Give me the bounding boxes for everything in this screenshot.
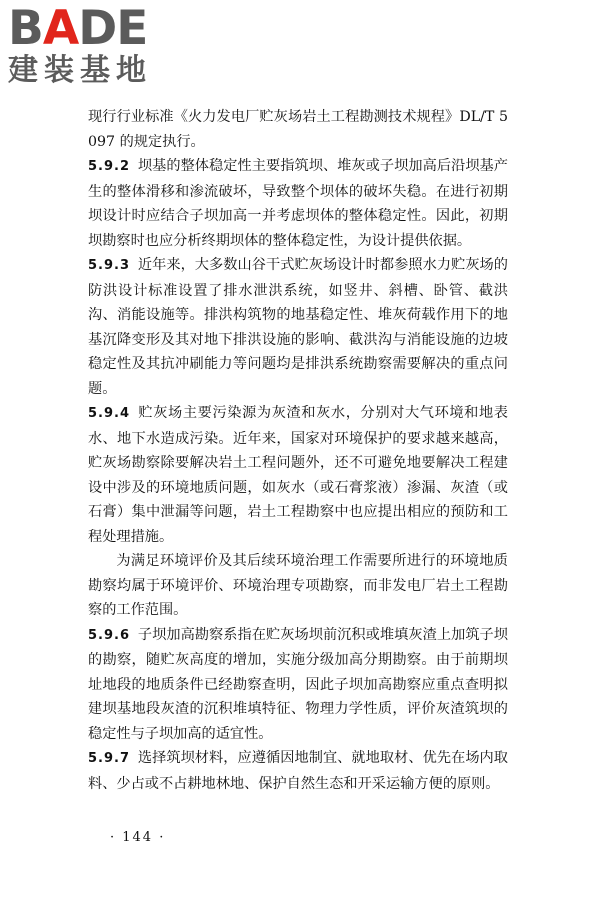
paragraph-text: 为满足环境评价及其后续环境治理工作需要所进行的环境地质勘察均属于环境评价、环境治理专项勘察，而非发电厂岩土工程勘察的工作范围。 bbox=[88, 553, 508, 618]
section-5-9-3 bbox=[88, 253, 508, 401]
section-number: 5.9.4 bbox=[88, 406, 131, 421]
logo bbox=[8, 1, 183, 92]
logo-letter-a: A bbox=[42, 1, 79, 56]
paragraph-text: 近年来，大多数山谷干式贮灰场设计时都参照水力贮灰场的防洪设计标准设置了排水泄洪系统，如竖井、斜槽、卧管、截洪沟、消能设施等。排洪构筑物的地基稳定性、堆灰荷载作用下的地基沉降变形及其对地下排洪设施的影响、截洪沟与消能设施的边坡稳定性及其抗冲刷能力等问题均是排洪系统勘察需要解决的重点问题。 bbox=[88, 257, 508, 397]
section-5-9-7 bbox=[88, 746, 508, 796]
section-5-9-2 bbox=[88, 154, 508, 253]
page-number: · 144 · bbox=[110, 830, 166, 845]
paragraph-continuation bbox=[88, 105, 508, 154]
logo-wordmark bbox=[8, 1, 148, 56]
section-number: 5.9.7 bbox=[88, 751, 131, 766]
paragraph-text: 贮灰场主要污染源为灰渣和灰水，分别对大气环境和地表水、地下水造成污染。近年来，国家对环境保护的要求越来越高，贮灰场勘察除要解决岩土工程问题外，还不可避免地要解决工程建设中涉及的环境地质问题，如灰水（或石膏浆液）渗漏、灰渣（或石膏）集中泄漏等问题，岩土工程勘察中也应提出相应的预防和工程处理措施。 bbox=[88, 405, 508, 545]
section-5-9-6 bbox=[88, 623, 508, 747]
paragraph-environment bbox=[88, 549, 508, 623]
logo-letters-de: DE bbox=[78, 1, 148, 56]
paragraph-text: 选择筑坝材料，应遵循因地制宜、就地取材、优先在场内取料、少占或不占耕地林地、保护自然生态和开采运输方便的原则。 bbox=[88, 750, 508, 792]
document-body bbox=[88, 105, 508, 796]
section-number: 5.9.6 bbox=[88, 627, 131, 643]
logo-subtitle: 建装基地 bbox=[8, 53, 152, 88]
paragraph-text: 现行行业标准《火力发电厂贮灰场岩土工程勘测技术规程》DL/T 5097 的规定执行。 bbox=[88, 109, 508, 150]
paragraph-text: 子坝加高勘察系指在贮灰场坝前沉积或堆填灰渣上加筑子坝的勘察，随贮灰高度的增加，实施分级加高分期勘察。由于前期坝址地段的地质条件已经勘察查明，因此子坝加高勘察应重点查明拟建坝基地段灰渣的沉积堆填特征、物理力学性质，评价灰渣筑坝的稳定性与子坝加高的适宜性。 bbox=[88, 626, 508, 742]
paragraph-text: 坝基的整体稳定性主要指筑坝、堆灰或子坝加高后沿坝基产生的整体滑移和渗流破坏，导致整个坝体的破坏失稳。在进行初期坝设计时应结合子坝加高一并考虑坝体的整体稳定性。因此，初期坝勘察时也应分析终期坝体的整体稳定性，为设计提供依据。 bbox=[88, 158, 508, 249]
section-number: 5.9.3 bbox=[88, 258, 131, 273]
section-number: 5.9.2 bbox=[88, 159, 131, 174]
logo-letter-b: B bbox=[8, 1, 43, 56]
section-5-9-4 bbox=[88, 401, 508, 549]
